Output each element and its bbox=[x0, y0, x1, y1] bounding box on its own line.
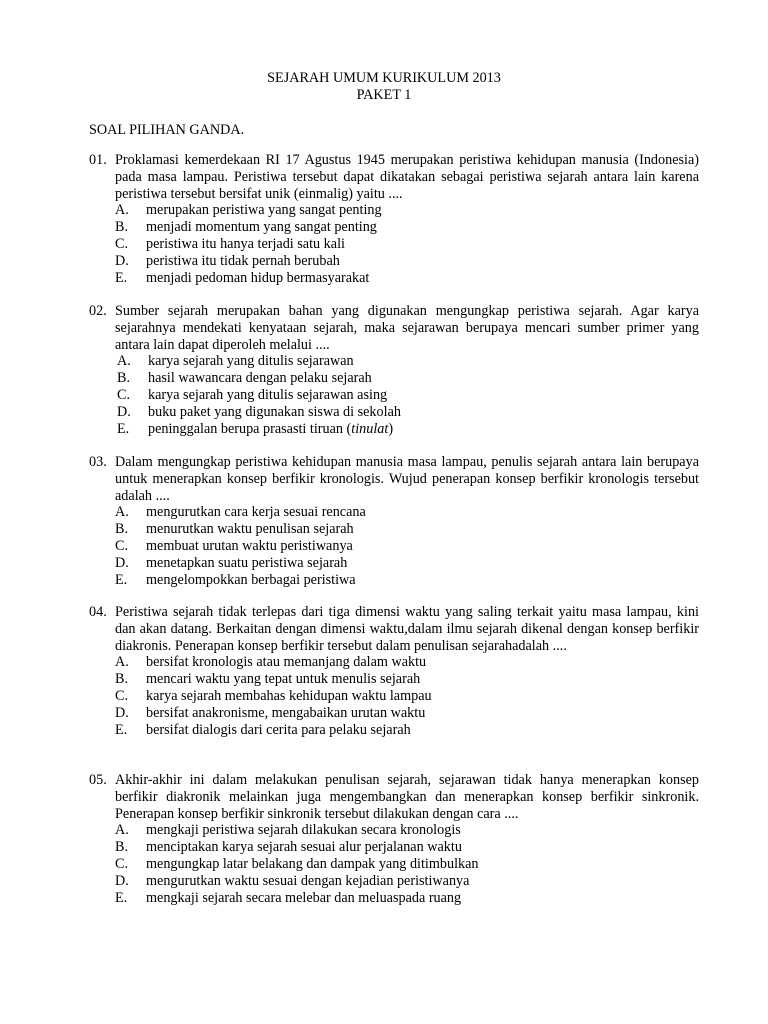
option-list bbox=[89, 202, 699, 286]
question-number: 02. bbox=[89, 303, 107, 319]
question-04 bbox=[89, 604, 699, 738]
option-b bbox=[117, 370, 699, 387]
option-text: peristiwa itu tidak pernah berubah bbox=[146, 252, 340, 269]
option-letter: E. bbox=[117, 420, 130, 437]
option-e bbox=[115, 722, 699, 739]
option-letter: B. bbox=[115, 521, 129, 538]
option-a bbox=[115, 202, 699, 219]
option-a bbox=[115, 654, 699, 671]
question-number: 03. bbox=[89, 454, 107, 470]
option-letter: C. bbox=[117, 386, 131, 403]
option-text: merupakan peristiwa yang sangat penting bbox=[146, 202, 382, 219]
option-b bbox=[115, 671, 699, 688]
option-text: bersifat kronologis atau memanjang dalam waktu bbox=[146, 654, 427, 671]
option-text: karya sejarah yang ditulis sejarawan bbox=[148, 353, 354, 370]
option-letter: B. bbox=[115, 671, 129, 688]
document-subtitle: PAKET 1 bbox=[356, 87, 412, 103]
question-text: Akhir-akhir ini dalam melakukan penulisan sejarah, sejarawan tidak hanya menerapkan konsep berfikir diakronik melainkan juga mengembangkan dan menerapkan konsep berfikir sinkronik. Penerapan konsep berfikir sinkronik tersebut dilakukan dengan cara .... bbox=[115, 772, 699, 822]
option-letter: E. bbox=[115, 721, 128, 738]
option-letter: A. bbox=[115, 504, 129, 521]
question-05 bbox=[89, 772, 699, 906]
option-letter: D. bbox=[115, 554, 129, 571]
option-text: mengurutkan cara kerja sesuai rencana bbox=[146, 504, 366, 521]
option-letter: B. bbox=[115, 219, 129, 236]
option-text: menjadi pedoman hidup bermasyarakat bbox=[146, 269, 370, 286]
option-text: menurutkan waktu penulisan sejarah bbox=[146, 521, 354, 538]
question-01 bbox=[89, 152, 699, 286]
option-c bbox=[115, 688, 699, 705]
option-text: bersifat dialogis dari cerita para pelaku sejarah bbox=[146, 721, 411, 738]
option-text: mengkaji peristiwa sejarah dilakukan secara kronologis bbox=[146, 822, 461, 839]
option-letter: B. bbox=[117, 370, 131, 387]
option-text: peninggalan berupa prasasti tiruan ( bbox=[148, 420, 352, 437]
option-list bbox=[89, 504, 699, 588]
option-text: karya sejarah membahas kehidupan waktu lampau bbox=[146, 687, 432, 704]
option-b bbox=[115, 219, 699, 236]
question-number: 04. bbox=[89, 604, 107, 620]
question-text: Peristiwa sejarah tidak terlepas dari tiga dimensi waktu yang saling terkait yaitu masa lampau, kini dan akan datang. Berkaitan dengan dimensi waktu,dalam ilmu sejarah dikenal dengan konsep berfikir diakronis. Penerapan konsep berfikir tersebut dalam penulisan sejarahadalah .... bbox=[115, 604, 699, 654]
option-suffix: ) bbox=[388, 420, 394, 437]
option-text: menetapkan suatu peristiwa sejarah bbox=[146, 554, 348, 571]
option-c bbox=[115, 236, 699, 253]
option-c bbox=[115, 538, 699, 555]
option-letter: A. bbox=[117, 353, 131, 370]
option-d bbox=[115, 873, 699, 890]
question-02 bbox=[89, 303, 699, 437]
option-e bbox=[115, 572, 699, 589]
option-text: mengkaji sejarah secara melebar dan meluaspada ruang bbox=[146, 889, 462, 906]
option-c bbox=[115, 856, 699, 873]
option-text: mencari waktu yang tepat untuk menulis sejarah bbox=[146, 671, 421, 688]
option-letter: C. bbox=[115, 537, 129, 554]
option-b bbox=[115, 839, 699, 856]
option-text: buku paket yang digunakan siswa di sekolah bbox=[148, 403, 401, 420]
option-text: bersifat anakronisme, mengabaikan urutan waktu bbox=[146, 704, 426, 721]
option-letter: D. bbox=[115, 252, 129, 269]
option-e bbox=[117, 421, 699, 438]
option-letter: D. bbox=[115, 872, 129, 889]
option-c bbox=[117, 387, 699, 404]
document-title: SEJARAH UMUM KURIKULUM 2013 bbox=[267, 70, 501, 86]
option-a bbox=[115, 504, 699, 521]
option-text: membuat urutan waktu peristiwanya bbox=[146, 537, 353, 554]
option-text: mengurutkan waktu sesuai dengan kejadian peristiwanya bbox=[146, 872, 470, 889]
question-03 bbox=[89, 454, 699, 588]
option-text: karya sejarah yang ditulis sejarawan asing bbox=[148, 386, 388, 403]
option-text: mengelompokkan berbagai peristiwa bbox=[146, 571, 356, 588]
option-letter: A. bbox=[115, 822, 129, 839]
option-list bbox=[89, 654, 699, 738]
option-e bbox=[115, 270, 699, 287]
option-text: peristiwa itu hanya terjadi satu kali bbox=[146, 235, 345, 252]
option-letter: D. bbox=[115, 704, 129, 721]
question-text: Dalam mengungkap peristiwa kehidupan manusia masa lampau, penulis sejarah antara lain berupaya untuk menerapkan konsep berfikir kronologis. Wujud penerapan konsep berfikir kronologis tersebut adalah .... bbox=[115, 454, 699, 504]
option-letter: E. bbox=[115, 269, 128, 286]
option-text: menjadi momentum yang sangat penting bbox=[146, 219, 377, 236]
option-letter: C. bbox=[115, 235, 129, 252]
question-number: 01. bbox=[89, 152, 107, 168]
option-italic-term: tinulat bbox=[351, 420, 389, 437]
option-a bbox=[115, 822, 699, 839]
option-letter: C. bbox=[115, 687, 129, 704]
option-letter: D. bbox=[117, 403, 131, 420]
question-text: Proklamasi kemerdekaan RI 17 Agustus 1945 merupakan peristiwa kehidupan manusia (Indonesia) pada masa lampau. Peristiwa tersebut dapat dikatakan sebagai peristiwa sejarah antara lain karena peristiwa tersebut bersifat unik (einmalig) yaitu .... bbox=[115, 152, 699, 202]
option-d bbox=[117, 404, 699, 421]
option-text: menciptakan karya sejarah sesuai alur perjalanan waktu bbox=[146, 839, 462, 856]
option-b bbox=[115, 521, 699, 538]
option-letter: E. bbox=[115, 571, 128, 588]
option-list bbox=[89, 822, 699, 906]
option-text: mengungkap latar belakang dan dampak yang ditimbulkan bbox=[146, 855, 479, 872]
option-letter: A. bbox=[115, 654, 129, 671]
option-letter: A. bbox=[115, 202, 129, 219]
option-text: hasil wawancara dengan pelaku sejarah bbox=[148, 370, 372, 387]
section-label: SOAL PILIHAN GANDA. bbox=[89, 122, 245, 138]
question-text: Sumber sejarah merupakan bahan yang digunakan mengungkap peristiwa sejarah. Agar karya sejarahnya mendekati kenyataan sejarah, maka sejarawan berupaya mencari sumber primer yang antara lain dapat diperoleh melalui .... bbox=[115, 303, 699, 353]
option-e bbox=[115, 890, 699, 907]
option-d bbox=[115, 705, 699, 722]
option-letter: C. bbox=[115, 855, 129, 872]
option-d bbox=[115, 555, 699, 572]
option-list bbox=[89, 353, 699, 437]
option-letter: B. bbox=[115, 839, 129, 856]
question-number: 05. bbox=[89, 772, 107, 788]
option-d bbox=[115, 253, 699, 270]
option-letter: E. bbox=[115, 889, 128, 906]
option-a bbox=[117, 353, 699, 370]
